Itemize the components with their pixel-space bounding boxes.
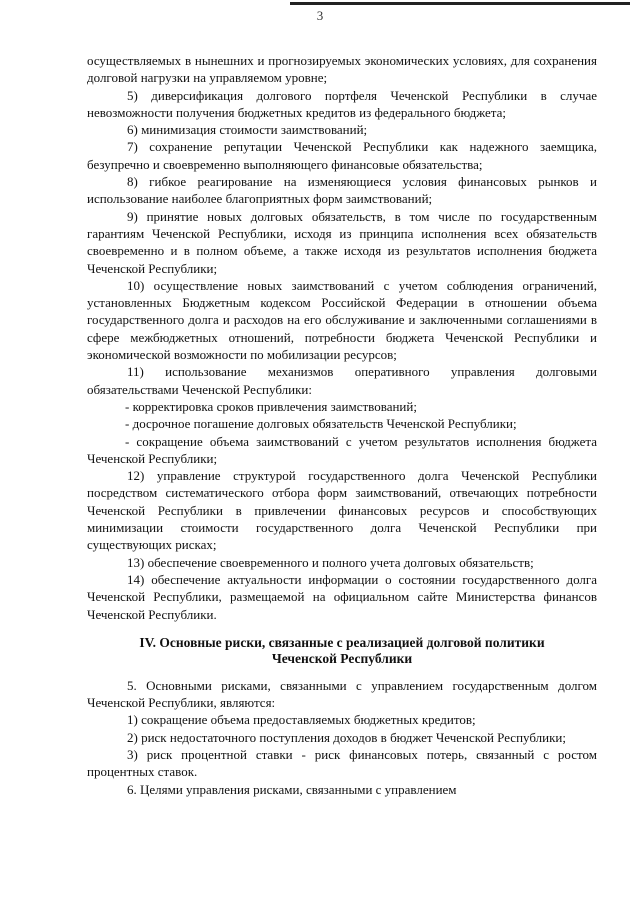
dash-item: - сокращение объема заимствований с учетом результатов исполнения бюджета Чеченской Республики; [87, 433, 597, 466]
top-scan-rule [290, 2, 630, 5]
list-item-12: 12) управление структурой государственного долга Чеченской Республики посредством систематического отбора форм заимствований, отвечающих потребности Чеченской Республики в привлечении финансовых ресурсов и способствующих минимизации стоимости государственного долга Чеченской Республики при существующих рисках; [87, 468, 597, 553]
list-item-7: 7) сохранение репутации Чеченской Республики как надежного заемщика, безупречно и своевременно выполняющего финансовые обязательства; [87, 139, 597, 172]
paragraph: осуществляемых в нынешних и прогнозируемых экономических условиях, для сохранения долговой нагрузки на управляемом уровне; [87, 53, 597, 86]
list-item-14: 14) обеспечение актуальности информации о состоянии государственного долга Чеченской Республики, размещаемой на официальном сайте Министерства финансов Чеченской Республики. [87, 571, 597, 622]
list-item-8: 8) гибкое реагирование на изменяющиеся условия финансовых рынков и использование наиболее благоприятных форм заимствований; [87, 174, 597, 207]
dash-item: - корректировка сроков привлечения заимствований; [125, 398, 417, 414]
list-item-6: 6) минимизация стоимости заимствований; [127, 122, 368, 138]
list-item-9: 9) принятие новых долговых обязательств, в том числе по государственным гарантиям Чеченской Республики, исходя из принципа исполнения всех обязательств своевременно и в полном объеме, а также исходя из результатов исполнения бюджета Чеченской Республики; [87, 208, 597, 276]
dash-item: - досрочное погашение долговых обязательств Чеченской Республики; [125, 416, 517, 432]
section-heading-line-1: IV. Основные риски, связанные с реализацией долговой политики [139, 634, 545, 650]
list-item-10: 10) осуществление новых заимствований с учетом соблюдения ограничений, установленных Бюджетным кодексом Российской Федерации в отношении объема государственного долга и расходов на его обслуживание и заключенными соглашениями в сфере межбюджетных отношений, потребности бюджета Чеченской Республики и экономической возможности по мобилизации ресурсов; [87, 277, 597, 363]
list-item-5: 5) диверсификация долгового портфеля Чеченской Республики в случае невозможности получения бюджетных кредитов из федерального бюджета; [87, 87, 597, 120]
section-heading [87, 635, 597, 667]
page-number: 3 [316, 8, 324, 23]
risk-item-1: 1) сокращение объема предоставляемых бюджетных кредитов; [127, 712, 476, 728]
paragraph-6: 6. Целями управления рисками, связанными с управлением [127, 781, 457, 797]
risk-item-2: 2) риск недостаточного поступления доходов в бюджет Чеченской Республики; [127, 729, 566, 745]
risk-item-3: 3) риск процентной ставки - риск финансовых потерь, связанный с ростом процентных ставок. [87, 746, 597, 780]
section-heading-line-2: Чеченской Республики [271, 650, 413, 666]
list-item-13: 13) обеспечение своевременного и полного учета долговых обязательств; [127, 554, 534, 570]
list-item-11: 11) использование механизмов оперативного управления долговыми обязательствами Чеченской Республики: [87, 364, 597, 397]
document-body [87, 52, 597, 798]
paragraph-5: 5. Основными рисками, связанными с управлением государственным долгом Чеченской Республики, являются: [87, 677, 597, 711]
